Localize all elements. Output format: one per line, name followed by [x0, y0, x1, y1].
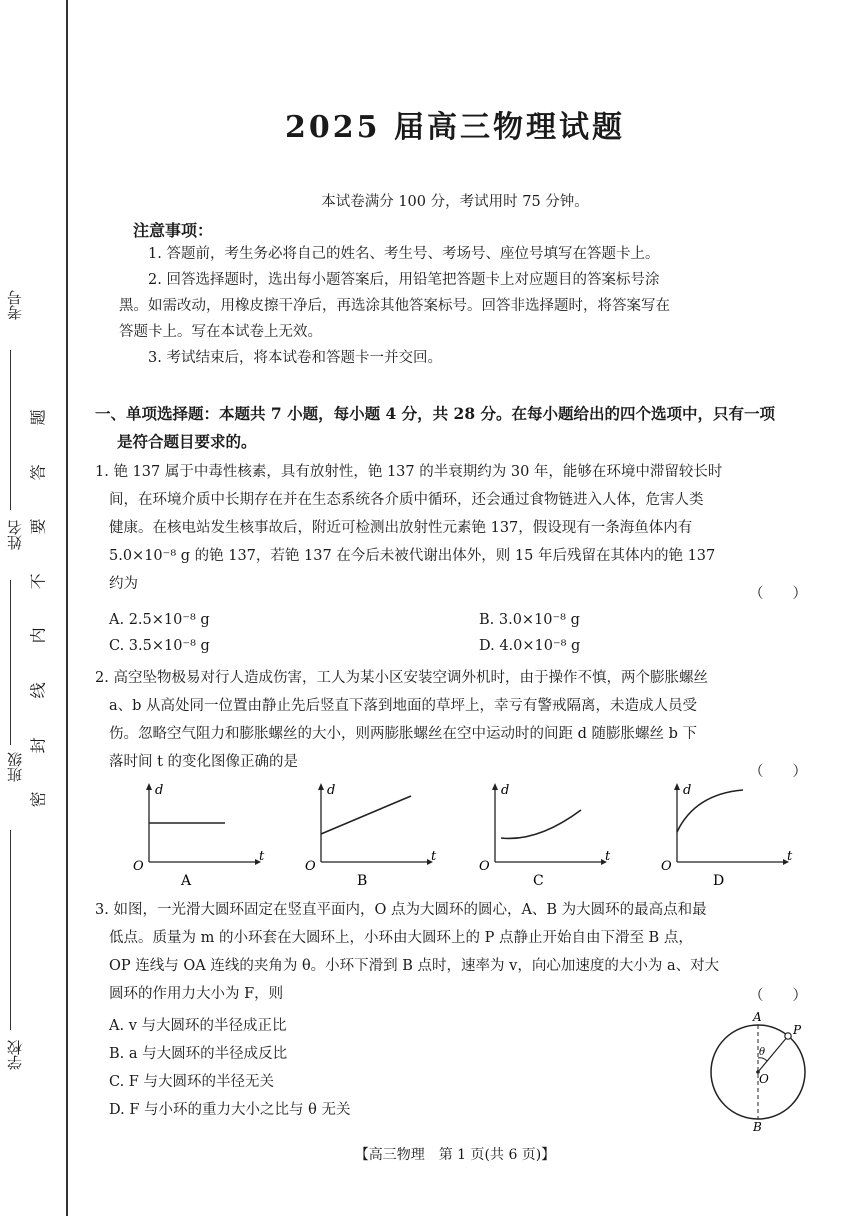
section-1-line: 是符合题目要求的。 [117, 432, 257, 451]
notice-item-2b: 黑。如需改动，用橡皮擦干净后，再选涂其他答案标号。回答非选择题时，将答案写在 [119, 298, 670, 314]
name-label: 姓名 [6, 520, 24, 550]
question-3-line: OP 连线与 OA 连线的夹角为 θ。小环下滑到 B 点时，速率为 v，向心加速度的大小为 a、对大 [109, 958, 720, 974]
question-3-line: 低点。质量为 m 的小环套在大圆环上，小环由大圆环上的 P 点静止开始自由下滑至 B 点， [109, 930, 693, 946]
axis-label-d: d [501, 783, 510, 798]
question-3-line: 圆环的作用力大小为 F，则 [109, 986, 284, 1002]
question-1-line: 约为 [109, 576, 138, 592]
axis-label-t: t [431, 849, 437, 864]
answer-blank-3: （ ） [749, 988, 807, 1004]
question-3 [95, 896, 810, 1008]
origin-label: O [479, 859, 490, 874]
origin-label: O [661, 859, 672, 874]
point-b-label: B [753, 1120, 762, 1132]
seal-char: 密 [28, 791, 48, 808]
section-1-line: 一、单项选择题：本题共 7 小题，每小题 4 分，共 28 分。在每小题给出的四个选项中，只有一项 [95, 404, 776, 423]
question-2-line: 落时间 t 的变化图像正确的是 [109, 754, 299, 770]
class-blank [10, 580, 11, 745]
graph-a [127, 780, 267, 890]
q1-option-a: A. 2.5×10⁻⁸ g [109, 612, 210, 628]
seal-char: 题 [28, 409, 48, 426]
notice-item-1: 1. 答题前，考生务必将自己的姓名、考生号、考场号、座位号填写在答题卡上。 [148, 246, 660, 262]
axis-label-t: t [605, 849, 611, 864]
question-2-line: 伤。忽略空气阻力和膨胀螺丝的大小，则两膨胀螺丝在空中运动时的间距 d 随膨胀螺丝 b 下 [109, 726, 697, 742]
answer-blank-2: （ ） [749, 764, 807, 780]
section-1-heading [95, 400, 815, 456]
q3-option-a: A. v 与大圆环的半径成正比 [109, 1018, 287, 1034]
axis-label-t: t [787, 849, 793, 864]
notice-heading: 注意事项： [133, 221, 214, 240]
q3-option-b: B. a 与大圆环的半径成反比 [109, 1046, 288, 1062]
notice-item-2c: 答题卡上。写在本试卷上无效。 [119, 324, 322, 340]
axis-label-d: d [683, 783, 692, 798]
exam-no-label: 考号 [6, 290, 24, 320]
q1-option-c: C. 3.5×10⁻⁸ g [109, 638, 210, 654]
question-3-line: 3. 如图，一光滑大圆环固定在竖直平面内，O 点为大圆环的圆心，A、B 为大圆环的最高点和最 [95, 902, 707, 918]
graph-b [301, 780, 441, 890]
seal-notice [28, 390, 68, 827]
origin-label: O [305, 859, 316, 874]
page-footer: 【高三物理 第 1 页(共 6 页)】 [354, 1147, 556, 1163]
page-title: 2025 届高三物理试题 [285, 110, 625, 145]
q1-option-d: D. 4.0×10⁻⁸ g [479, 638, 581, 654]
seal-char: 不 [28, 573, 48, 590]
origin-label: O [133, 859, 144, 874]
exam-intro: 本试卷满分 100 分，考试用时 75 分钟。 [321, 194, 589, 210]
point-a-label: A [753, 1010, 762, 1024]
question-1-line: 1. 铯 137 属于中毒性核素，具有放射性，铯 137 的半衰期约为 30 年，能够在环境中滞留较长时 [95, 464, 723, 480]
seal-char: 内 [28, 627, 48, 644]
answer-blank-1: （ ） [749, 586, 807, 602]
q1-option-b: B. 3.0×10⁻⁸ g [479, 612, 580, 628]
q3-option-c: C. F 与大圆环的半径无关 [109, 1074, 274, 1090]
point-o-label: O [759, 1072, 769, 1086]
question-2 [95, 664, 810, 776]
school-blank [10, 830, 11, 1030]
class-label: 班级 [6, 752, 24, 782]
question-1-line: 5.0×10⁻⁸ g 的铯 137，若铯 137 在今后未被代谢出体外，则 15 年后残留在其体内的铯 137 [109, 548, 716, 564]
question-2-line: a、b 从高处同一位置由静止先后竖直下落到地面的草坪上，幸亏有警戒隔离，未造成人员受 [109, 698, 698, 714]
graph-c [473, 780, 613, 890]
notice-item-3: 3. 考试结束后，将本试卷和答题卡一并交回。 [148, 350, 442, 366]
seal-char: 要 [28, 518, 48, 535]
name-blank [10, 350, 11, 510]
q3-option-d: D. F 与小环的重力大小之比与 θ 无关 [109, 1102, 351, 1118]
seal-char: 封 [28, 736, 48, 753]
seal-char: 答 [28, 463, 48, 480]
graph-d [655, 780, 795, 890]
question-1-line: 间，在环境介质中长期存在并在生态系统各介质中循环，还会通过食物链进入人体，危害人类 [109, 492, 704, 508]
point-p-label: P [793, 1023, 802, 1037]
question-1 [95, 458, 810, 598]
binding-margin [0, 0, 68, 1216]
axis-label-d: d [155, 783, 164, 798]
question-2-line: 2. 高空坠物极易对行人造成伤害，工人为某小区安装空调外机时，由于操作不慎，两个膨胀螺丝 [95, 670, 708, 686]
axis-label-d: d [327, 783, 336, 798]
theta-label: θ [759, 1047, 766, 1058]
question-1-line: 健康。在核电站发生核事故后，附近可检测出放射性元素铯 137，假设现有一条海鱼体内有 [109, 520, 693, 536]
graph-label-c: C [533, 873, 544, 889]
notice-item-2a: 2. 回答选择题时，选出每小题答案后，用铅笔把答题卡上对应题目的答案标号涂 [148, 272, 660, 288]
ring-diagram [701, 1008, 811, 1132]
axis-label-t: t [259, 849, 265, 864]
graph-label-a: A [181, 873, 192, 889]
school-label: 学校 [6, 1040, 24, 1070]
graph-label-d: D [713, 873, 725, 889]
seal-char: 线 [28, 682, 48, 699]
graph-label-b: B [357, 873, 368, 889]
